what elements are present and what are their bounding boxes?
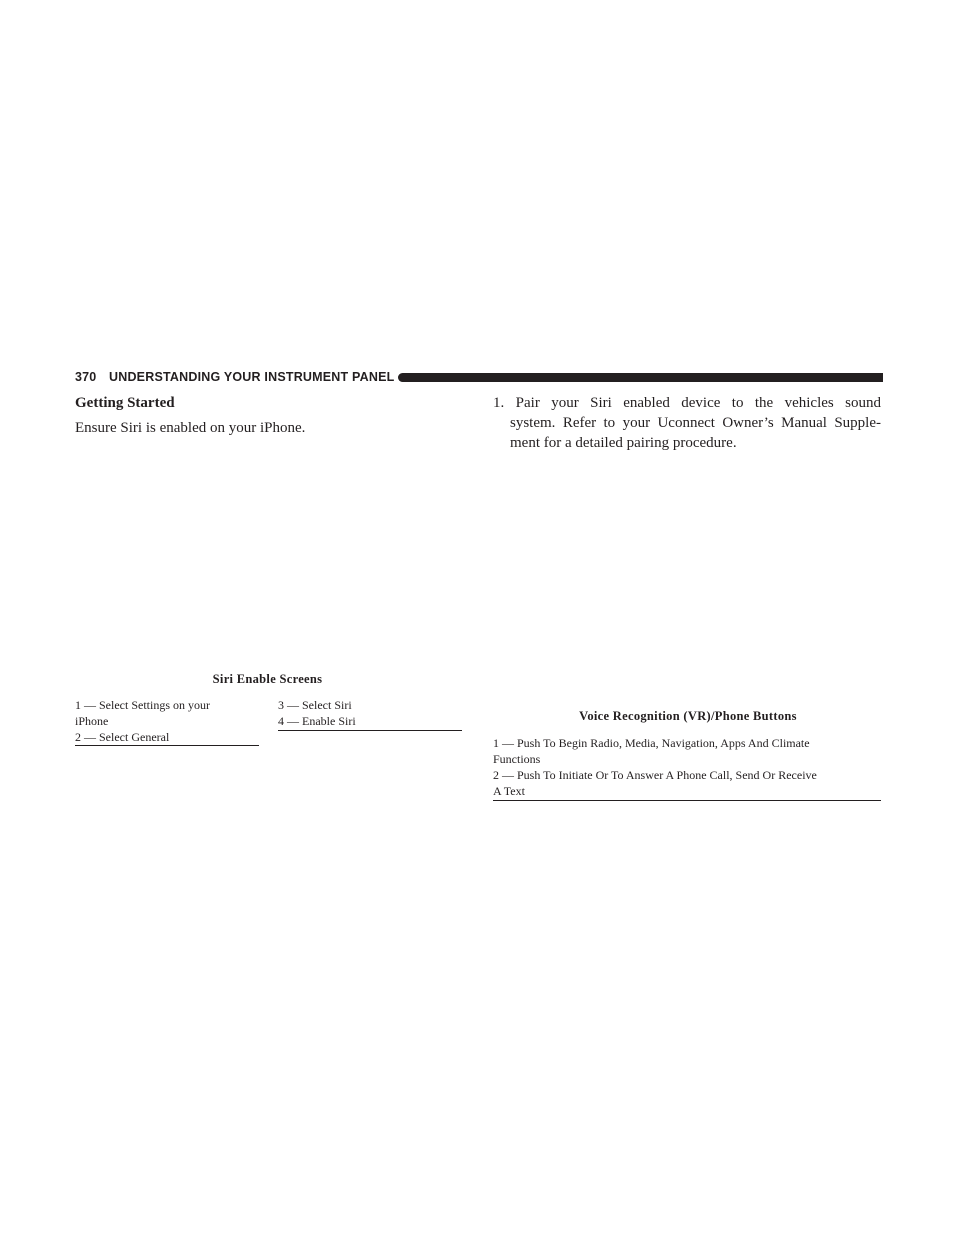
pairing-step [493, 393, 881, 453]
siri-caption-line: iPhone [75, 714, 109, 728]
siri-caption-line: 2 — Select General [75, 730, 170, 744]
getting-started-heading: Getting Started [75, 395, 175, 411]
siri-caption-line: 1 — Select Settings on your [75, 698, 210, 712]
vr-caption-line: A Text [493, 784, 525, 798]
header-bar [398, 373, 883, 382]
siri-caption-line: 3 — Select Siri [278, 698, 352, 712]
vr-caption-line: 1 — Push To Begin Radio, Media, Navigation, Apps And Climate [493, 736, 810, 750]
siri-caption-right [278, 697, 462, 729]
siri-caption-left [75, 697, 259, 745]
siri-caption-rule-left [75, 745, 259, 746]
intro-paragraph: Ensure Siri is enabled on your iPhone. [75, 420, 306, 436]
vr-caption-line: Functions [493, 752, 541, 766]
vr-caption-rule [493, 800, 881, 801]
vr-figure-title: Voice Recognition (VR)/Phone Buttons [579, 709, 797, 723]
section-title: UNDERSTANDING YOUR INSTRUMENT PANEL [109, 370, 395, 384]
siri-figure-title: Siri Enable Screens [212, 672, 323, 686]
step-line-3: ment for a detailed pairing procedure. [510, 435, 737, 451]
step-line-1: 1. Pair your Siri enabled device to the vehicles sound [493, 395, 881, 411]
step-line-2: system. Refer to your Uconnect Owner’s Manual Supple- [510, 415, 881, 431]
page-header [75, 370, 883, 386]
page-number: 370 [75, 370, 97, 384]
siri-caption-line: 4 — Enable Siri [278, 714, 356, 728]
vr-caption [493, 735, 883, 799]
vr-caption-line: 2 — Push To Initiate Or To Answer A Phone Call, Send Or Receive [493, 768, 817, 782]
siri-caption-rule-right [278, 730, 462, 731]
